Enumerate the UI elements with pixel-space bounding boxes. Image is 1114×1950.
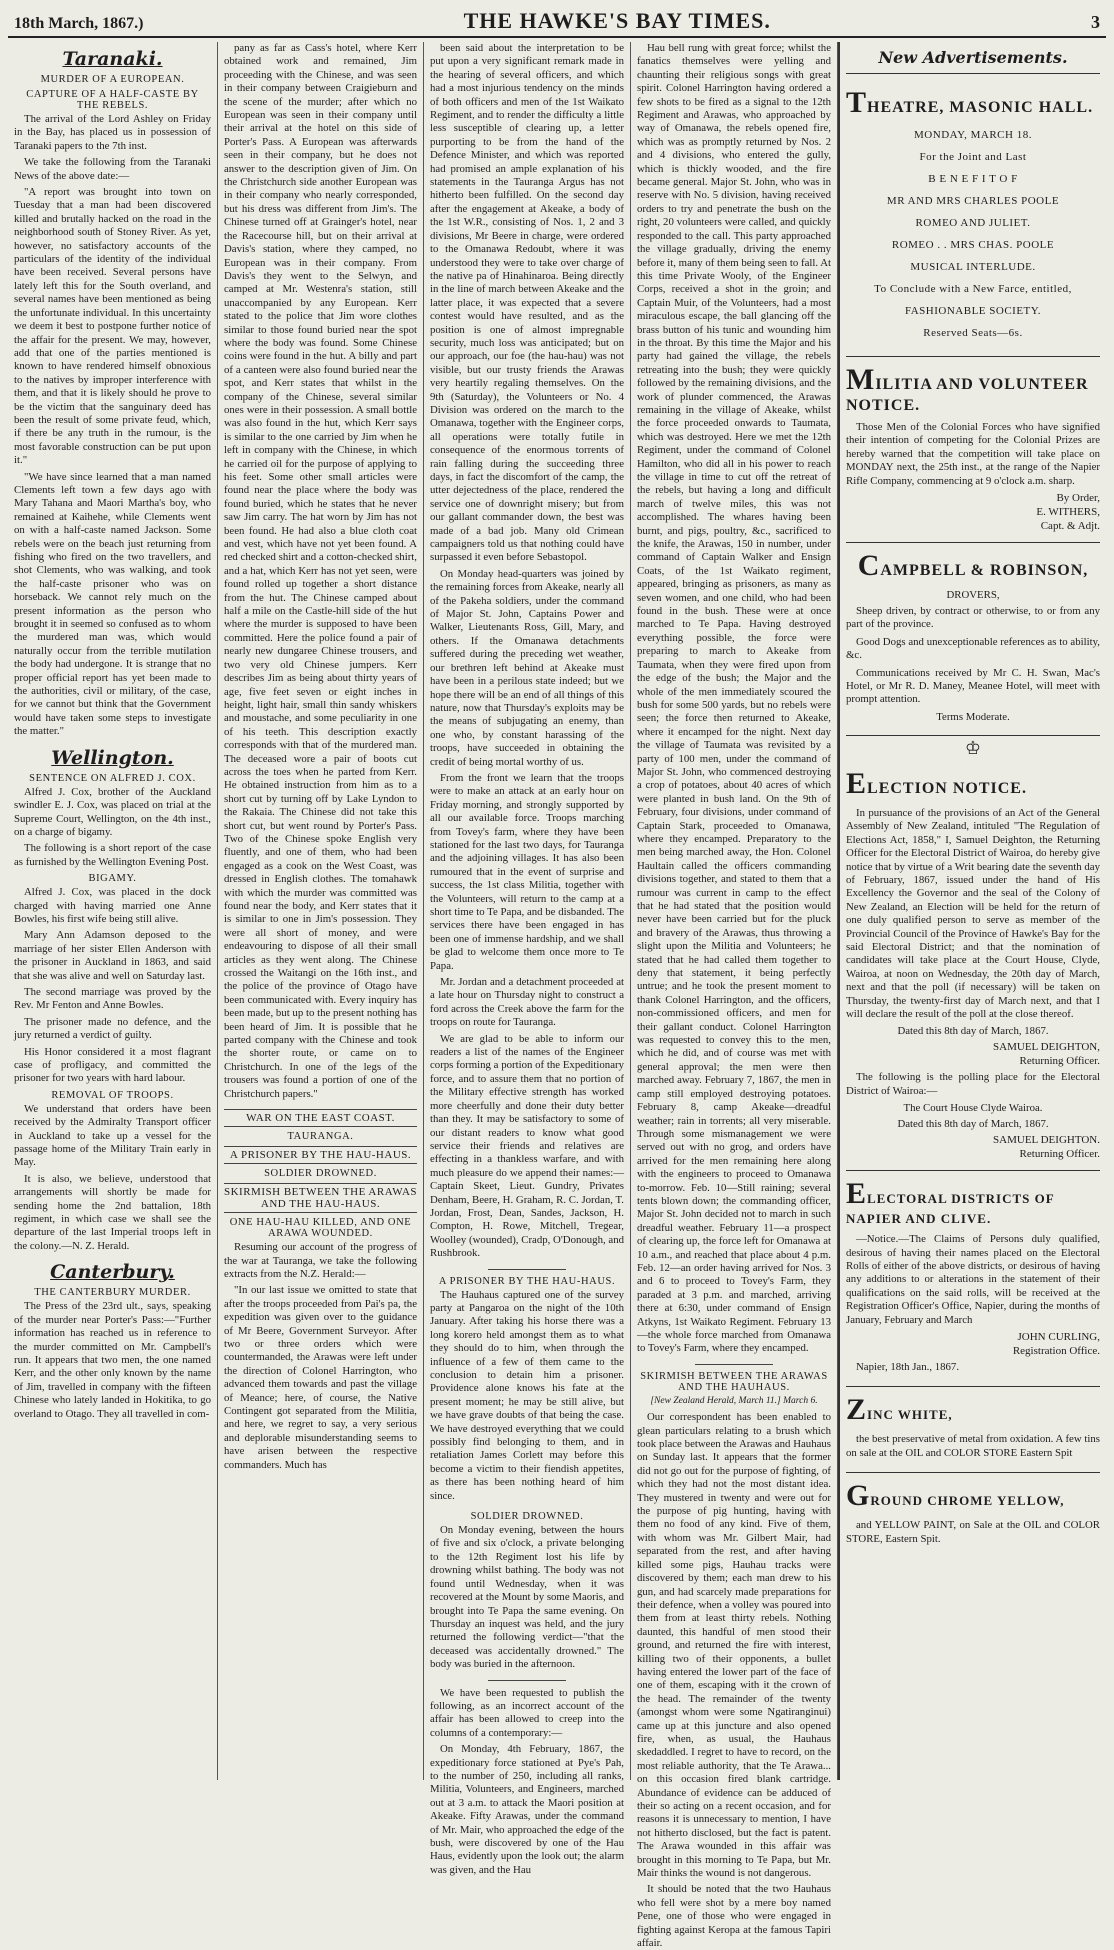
article-paragraph: The Hauhaus captured one of the survey party at Pangaroa on the night of the 10th January. After taking his horse there was a long korero held amongst them as to what they should do to him, when through the influence of a few of them came to the conclusion to detain him a prisoner. Providence alone knows his fate at the present moment; he may be still alive, but we have grave doubts of that being the case. We have destroyed everything that we could possibly find belonging to them, and in retaliation James Corlett may before this become a victim to their fiendish appetites, as there has been nothing heard of him since.: [430, 1288, 624, 1502]
ad-title: THEATRE, MASONIC HALL.: [846, 86, 1094, 119]
issue-date: 18th March, 1867.): [14, 15, 144, 32]
article-war-continued: [430, 42, 624, 1261]
article-soldier-drowned: [430, 1511, 624, 1671]
article-subheading: SOLDIER DROWNED.: [470, 1511, 584, 1523]
ad-zinc-white: [846, 1387, 1100, 1473]
ad-body: —Notice.—The Claims of Persons duly qualified, desirous of having their names placed on the Electoral Rolls of either of the above districts, or desirous of having any additions to or alterations in the statement of their qualifications on the said rolls, will be received at the Registration Officer's Office, Napier, during the months of January, February and March: [846, 1233, 1100, 1326]
divider: [488, 1269, 566, 1270]
ad-chrome-yellow: [846, 1473, 1100, 1558]
article-paragraph: Resuming our account of the progress of the war at Tauranga, we take the following extracts from the N.Z. Herald:—: [224, 1241, 417, 1280]
article-paragraph: been said about the interpretation to be put upon a very significant remark made in the hearing of several officers, and which had a most injurious tendency on the minds of both officers and men of the 1st Waikato Regiment, and to render the difficulty a little less susceptible of clearing up, a letter purporting to be from the hand of the Defence Minister, and which was reported had promised an ample explanation of his statements in the Tauranga Argus has not hitherto been fulfilled. On the second day after the engagement at Akeake, a body of the 1st W.R., consisting of Nos. 1, 2 and 3 divisions, Mr Beere in charge, were ordered to the Omanawa Redoubt, where it was understood they were to take over charge of the native pa of Hinahinaroa. Being directly in the line of march between Akeake and the latter place, it was expected that a severe contest would have resulted, and as the position is one of almost impregnable security, much loss was anticipated; but on our approach, our foe (the hau-hau) was not visible, but our trusty friends the Arawas very heartily regaling themselves. On the 9th (Saturday), the Volunteers or No. 4 Division was ordered on the march to the Omanawa, together with the Engineer corps, all operations were totally futile in consequence of the enormous torrents of rain falling during the succeeding three days, in fact the discomfort of the camp, the utter dejectedness of the place, rendered the service one of downright misery; but from our gallant commander down, the best was made of a bad job. Many old Crimean campaigners told us that nothing could have surpassed it even before Sebastopol.: [430, 42, 624, 564]
ad-dated: Napier, 18th Jan., 1867.: [856, 1361, 960, 1374]
ad-line: B E N E F I T O F: [928, 173, 1018, 185]
masthead: [8, 8, 1106, 38]
article-subheading: SENTENCE ON ALFRED J. COX.: [29, 772, 196, 784]
article-paragraph: We take the following from the Taranaki News of the above date:—: [14, 156, 211, 182]
ad-body: Good Dogs and unexceptionable references as to ability, &c.: [846, 635, 1100, 662]
article-subheading: A PRISONER BY THE HAU-HAUS.: [224, 1146, 417, 1164]
ad-signature: Registration Office.: [1012, 1345, 1100, 1358]
ad-electoral-districts: [846, 1171, 1100, 1387]
ad-signature: E. WITHERS,: [1036, 506, 1100, 519]
article-paragraph: On Monday head-quarters was joined by the remaining forces from Akeake, nearly all of the Pakeha soldiers, under the command of Major St. John, Captains Power and Walker, Lieutenants Ross, Gill, Mary, and others. If the Omanawa detachments suffered during the preceding wet weather, our brethren left behind at Akeake must have been in a perilous state indeed; but we hope there will be an end of all things of this nature, now that Thursday's exploits may be the means of subjugating an enemy, than one who, by constant harassing of the troops, have succeeded in obtaining the credit of being mortal worthy of us.: [430, 567, 624, 768]
section-heading-canterbury: Canterbury.: [50, 1261, 175, 1284]
ad-line: Reserved Seats—6s.: [923, 327, 1023, 339]
article-paragraph: On Monday, 4th February, 1867, the expeditionary force stationed at Pye's Pah, to the number of 250, including all ranks, Militia, Volunteers, and Engineers, marched out at 3 a.m. to attack the Maori position at Akeake. Fifty Arawas, under the command of Mr. Mair, who approached the edge of the bush, were discovered by one of the Hau Haus, evidently upon the look out; the alarm was given, and the Hau: [430, 1743, 624, 1876]
article-skirmish: [637, 1371, 831, 1950]
ad-line: MONDAY, MARCH 18.: [914, 129, 1032, 141]
ad-line: ROMEO AND JULIET.: [915, 217, 1031, 229]
ad-dated: Dated this 8th day of March, 1867.: [897, 1025, 1049, 1038]
article-subheading: A PRISONER BY THE HAU-HAUS.: [438, 1275, 616, 1287]
ad-title: GROUND CHROME YELLOW,: [846, 1479, 1065, 1513]
ad-militia-notice: [846, 357, 1100, 543]
ad-signature: SAMUEL DEIGHTON,: [993, 1041, 1100, 1054]
article-subheading: TAURANGA.: [287, 1131, 354, 1143]
ad-body: Communications received by Mr C. H. Swan, Mac's Hotel, or Mr R. D. Maney, Meanee Hotel, will meet with prompt attention.: [846, 666, 1100, 706]
article-paragraph: "We have since learned that a man named Clements left town a few days ago with Mary Tahana and Maori Martha's boy, who remained at Kaihehe, while Clements went on with a half-caste named Jackson. Some rebels were on the beach just returning from fishing who fired on the two travellers, and shot Clements, who was walking, and took the half-caste prisoner who was on horseback. We cannot rely much on the present information as the person who brought it in seemed so confused as to whom the murdered man was, which would naturally occur from the terrible mutilation the body had undergone. It is strange that no proper official report has yet been made to the authorities, civil or military, of the case, for we cannot but think that the Government would have taken some steps to investigate the matter.": [14, 470, 211, 738]
article-wellington: [14, 747, 211, 1254]
page-number: 3: [1091, 12, 1100, 32]
article-paragraph: The following is a short report of the case as furnished by the Wellington Evening Post.: [14, 842, 211, 868]
article-paragraph: Our correspondent has been enabled to glean particulars relating to a brush which took place between the Arawas and Hauhaus on Sunday last. It appears that the former did not go out for the purpose of fighting, of which they had not the most distant idea. They mustered in twenty and were out for the purpose of pig hunting, having with them no food of any kind. Five of them, with whom was Mr. Gilbert Mair, had separated from the rest, and after having killed some pigs, Hauhau tracks were discovered by them; each man drew to his gun, and had scarcely made preparations for their defence, when a volley was poured into them from at least thirty rebels. Nothing daunted, this handful of men stood their ground, and returned the fire with interest, killing two of their opponents, a bullet having entered the lower part of the face of one of them, escaping with it the crown of the head. The remainder of the twenty (amongst whom were some Ngatiranginui) came up at this juncture and also opened fire, when, as usual, the Hauhaus skedaddled. I regret to have to record, on the most reliable authority, that the Te Arawa... on this occasion fired blank cartridge. Abundance of evidence can be adduced of their so acting on a recent occasion, and for reasons it is unnecessary to mention, I have not hitherto disclosed, but the fact is patent. The Arawa wounded in this affair was brought in this morning to Te Papa, but Mr. Mair thinks the wound is not dangerous.: [637, 1411, 831, 1880]
article-paragraph: "A report was brought into town on Tuesday that a man had been discovered killed and brutally hacked on the road in the neighborhood south of Stoney River. As yet, however, no satisfactory accounts of the particulars of the identity of the individual have been received. Several persons have lately left this for the South overland, and several names have been mentioned as being the unfortunate individual. In this uncertainty we deem it best to postpone further notice of the affair for the present. We may, however, add that one of the parties mentioned is known to have rendered himself obnoxious to the natives by improper interference with them, and that it is likely should he prove to be the victim that the sanguinary deed has been the result of some private feud, which, if there be any truth in the rumour, is the most favorable construction can be put upon it.": [14, 186, 211, 467]
newspaper-title: THE HAWKE'S BAY TIMES.: [463, 8, 771, 33]
article-subheading: SKIRMISH BETWEEN THE ARAWAS AND THE HAU-HAUS.: [224, 1183, 417, 1213]
column-4: [631, 42, 838, 1950]
ad-signature: Returning Officer.: [1019, 1055, 1100, 1068]
advertisements-header: New Advertisements.: [846, 42, 1100, 74]
ad-body: and YELLOW PAINT, on Sale at the OIL and COLOR STORE, Eastern Spit.: [846, 1519, 1100, 1545]
article-subheading: SKIRMISH BETWEEN THE ARAWAS AND THE HAUHAUS.: [640, 1370, 828, 1393]
ad-signature: SAMUEL DEIGHTON.: [993, 1134, 1100, 1147]
article-paragraph: Mary Ann Adamson deposed to the marriage of her sister Ellen Anderson with the prisoner in Auckland in 1863, and said that she was alive and well on Saturday last.: [14, 929, 211, 982]
crown-ornament-icon: ♔: [964, 737, 982, 758]
article-subheading: BIGAMY.: [88, 873, 137, 885]
article-paragraph: The Press of the 23rd ult., says, speaking of the murder near Porter's Pass:—"Further information has reached us in reference to the murder committed on Mr. Campbell's run. It appears that two men, the one named Kerr, and the other only known by the name of Jim, travelled in company with the fifteen Chinese who lately landed in Hokitika, to go overland to Otago. They all travelled in com-: [14, 1300, 211, 1420]
article-prisoner: [430, 1276, 624, 1504]
column-advertisements: [838, 42, 1106, 1780]
ad-body: the best preservative of metal from oxidation. A few tins on sale at the OIL and COLOR STORE Eastern Spit: [846, 1433, 1100, 1459]
ad-signature: JOHN CURLING,: [1017, 1331, 1100, 1344]
ad-title: ELECTORAL DISTRICTS OF NAPIER AND CLIVE.: [846, 1177, 1055, 1227]
article-paragraph: Hau bell rung with great force; whilst the fanatics themselves were yelling and chaunting their religious songs with great spirit. Colonel Harrington having ordered a few shots to be fired as a signal to the 12th Regiment and Arawas, who approached by way of Omanawa, the rebels opened fire, which was as promptly returned by Nos. 2 and 4 divisions, who entered the gully, which is thickly wooded, and the fire became general. Major St. John, who was in reserve with No. 5 division, having received orders to try and penetrate the bush on the right, 20 volunteers were called, and quickly responded to the call. This party approached the village gradually, driving the enemy before it, many of them being seen to fall. At this time Private Wooly, of the Engineer Corps, received a shot in the groin; and Captain Muir, of the Volunteers, had a most miraculous escape, the ball glancing off the brass button of his tunic and wounding him in the throat. By this time the Major and his party had gained the village, the rebels retreating into the bush; they were quickly followed by the remaining divisions, and the work of plunder commenced, the Arawas remaining in the village of Akeake, whilst the force proceeded onwards to Taumata, which was destroyed. Here we met the 12th Regiment, under the command of Colonel Hamilton, who did all in his power to reach the village in time to cut off the retreat of the rebels, but having a long and difficult march of twelve miles, this was not accomplished. The whares having been burnt, and pigs, poultry, &c., sacrificed to the knife, the Arawas, 150 in number, under command of Captain Walker and Ensign Coats, of the 1st Waikato regiment, appeared, bringing as prisoners, as many as seven women, and one child, who had been found in the bush. These were at once marched to Te Papa. Having destroyed everything possible, the force were preparing to march to Akeake from Taumata, when they were fired upon from the edge of the bush; the Major and the whole of the men immediately scoured the bush for some 500 yards, but no rebels were seen; the force then returned to Akeake, where it encamped for the night. Next day the village of Taumata was revisited by a party of 100 men, under the command of Major St. John, who commenced destroying a crop of potatoes, about 40 acres of which were planted in bush land. On the 9th of February, four divisions, under command of Captain Stark, proceeded to Omanawa, where they encamped. Preparatory to the men being marched away, the Hon. Colonel Haultain called the officers commanding divisions together, and stated to them that a rumour was current in camp to the effect that he had stated that the position would never have been carried but for the pluck and bravery of the Arawas, thus throwing a slight upon the Militia and Volunteers; he stated that he had called them together to deny that statement, it being perfectly untrue; and he took the present moment to thank Colonel Harrington, and the officers, non-commissioned officers, and men for their gallant conduct. Colonel Harrington was requested to convey this to the men, which he did, and of course was met with general approval; the men were then marched away. February 7, 1867, the men in camp still employed destroying potatoes. February 8, camp Akeake—dreadful weather; rain in torrents; all very miserable. Through some mismanagement we were served out with no grog, and orders have arrived for the men remaining here along with the engineers to proceed to Omanawa to-morrow. Feb. 10—Still raining; several tents blown down; the commanding officer, Major St. John decided not to march in such dreadful weather. February 11—a prospect of clearing up, the force left for Omanawa at 10 a.m., and reached that place about 4 p.m. Feb. 12—an order having arrived for Nos. 3 and 6 to proceed to Tovey's Farm, they paraded at 3 p.m. and marched, arriving there at 6:30, under command of Ensign Atkyns, 1st Waikato Regiment. February 13—the whole force marched from Omanawa to Tovey's Farm, where they encamped.: [637, 42, 831, 1355]
article-subheading: SOLDIER DROWNED.: [264, 1168, 377, 1180]
divider: [488, 1680, 566, 1681]
ad-line: To Conclude with a New Farce, entitled,: [874, 283, 1072, 295]
article-taranaki: [14, 48, 211, 739]
article-paragraph: We have been requested to publish the following, as an incorrect account of the affair has been allowed to creep into the columns of a contemporary:—: [430, 1686, 624, 1739]
article-paragraph: It should be noted that the two Hauhaus who fell were shot by a mere boy named Pene, one of those who were engaged in fighting against Keropa at the famous Tapiri affair.: [637, 1883, 831, 1950]
article-paragraph: "In our last issue we omitted to state that after the troops proceeded from Pai's pa, the expedition was given over to the guidance of Mr Beere, Government Surveyor. After two or three orders which were countermanded, the Arawas were left under the direction of Colonel Harrington, who advanced them towards and past the village of Meance; here, of course, the Native Contingent got separated from the Militia, and here, we regret to say, a very serious and deplorable misunderstanding seems to have arisen between the respective commanders. Much has: [224, 1284, 417, 1471]
article-paragraph: On Monday evening, between the hours of five and six o'clock, a private belonging to the 12th Regiment lost his life by drowning whilst bathing. The body was not found until Wednesday, when it was recovered at the Mount by some Maoris, and brought into Te Papa the same evening. On Thursday an inquest was held, and the jury returned the following verdict—"that the deceased was accidentally drowned." The body was buried in the afternoon.: [430, 1524, 624, 1671]
article-paragraph: The prisoner made no defence, and the jury returned a verdict of guilty.: [14, 1015, 211, 1042]
article-subheading: CAPTURE OF A HALF-CASTE BY THE REBELS.: [26, 89, 199, 111]
article-paragraph: From the front we learn that the troops were to make an attack at an early hour on Friday morning, and strongly supported by all our available force. Troops marching from Tovey's farm, where they have been stationed for the last two days, for Tauranga and the adjoining villages. It has also been rumoured that in the event of surprise and success, the 1st class Militia, together with the Volunteers, will return to the camp at a short time to Te Papa, and be disbanded. The services there have been engaged in has been one of immense hardship, and we shall be glad to welcome them once more to Te Papa.: [430, 771, 624, 972]
section-heading-war: WAR ON THE EAST COAST.: [224, 1109, 417, 1127]
newspaper-page: [8, 8, 1106, 1950]
article-canterbury-continued: [224, 42, 417, 1101]
article-correction: [430, 1687, 624, 1878]
article-subheading: REMOVAL OF TROOPS.: [51, 1089, 174, 1101]
article-paragraph: Mr. Jordan and a detachment proceeded at a late hour on Thursday night to construct a ford across the Creek above the farm for the troops on route for Tauranga.: [430, 976, 624, 1029]
article-canterbury: [14, 1261, 211, 1421]
article-paragraph: Alfred J. Cox, was placed in the dock charged with having married one Anne Bowles, his first wife being still alive.: [14, 886, 211, 925]
ad-terms: Terms Moderate.: [936, 710, 1010, 723]
column-2: [218, 42, 424, 1780]
ad-title: MILITIA AND VOLUNTEER NOTICE.: [846, 363, 1089, 414]
article-paragraph: pany as far as Cass's hotel, where Kerr obtained work and remained, Jim proceeding with the Chinese, and was seen in their company between Craigieburn and the scene of the murder; after which no European was seen in their company until their arrival at the hotel on this side of Porter's Pass. A European was afterwards seen in their company, but he does not answer to the description given of Jim. On the Christchurch side another European was in their company who nearly corresponded, but his dress was different from Jim's. The Chinese turned off at Grainger's hotel, near the Racecourse hill, but on their arrival at Davis's station, where they camped, no European was in their company. From Davis's they went to the Selwyn, and camped at Mr. Westenra's station, still unaccompanied by any European. Kerr stated to the police that Jim wore clothes similar to those found buried near the spot where the body was found. Some Chinese coins were found in the hut. A billy and part of a canteen were also found buried near the spot, and Kerr states that whilst in the company of the Chinese, several similar ones were in their possession. A small bottle was also found in the hut, which Kerr says is similar to the one carried by Jim when he left in company with the Chinese, in which he carried oil for the purpose of applying to his feet. Some other small articles were found near the place where the body was found buried, which he states that he never saw Jim carry. The hat worn by Jim has not been found. He had also a blue cloth coat and vest, which have not yet been found. A red checked shirt and a cotton-checked shirt, and a hat, which Kerr has not yet seen, were found rolled up together a short distance from the hut. The Chinese camped about half a mile on the Castle-hill side of the hut where the murder is supposed to have been committed. Here the police found a pair of nearly new dungaree Chinese trousers, and two very old Chinese jumpers. Kerr describes Jim as being about thirty years of age, five feet seven or eight inches in height, light hair, small thin sandy whiskers and moustache, and some peculiarity in one of his teeth. This description exactly corresponds with that of the murdered man. The deceased wore a pair of boots cut across the toes when he parted from Kerr. He obtained instruction from him as to a short cut by turning off by Lake Lyndon to the Rakaia. The Chinese did not take this short cut, but went round by Porter's Pass. Two of the Chinese spoke English very fluently, and one of them, who had been engaged as a cook on the West Coast, was dressed in English clothes. The tomahawk with which the murder was committed was found near the body, and Kerr states that it is similar to one in Jim's possession. They were all short of money, and were endeavouring to dispose of all their small articles as they went along. The Chinese crossed the Waitangi on the 16th inst., and the police of the province of Otago have been communicated with. Every inquiry has been made, but up to the present nothing has been heard of Jim. It is possible that he parted company with the Chinese and took the shorter route, or came on to Christchurch. In one of the legs of the trousers was found a portion of one of the Christchurch papers.": [224, 42, 417, 1100]
article-paragraph: His Honor considered it a most flagrant case of profligacy, and committed the prisoner for two years with hard labour.: [14, 1045, 211, 1085]
ad-polling-place: The Court House Clyde Wairoa.: [903, 1102, 1043, 1115]
article-paragraph: The second marriage was proved by the Rev. Mr Fenton and Anne Bowles.: [14, 985, 211, 1012]
ad-signature: By Order,: [1056, 492, 1100, 505]
ad-line: MR AND MRS CHARLES POOLE: [886, 195, 1060, 207]
ad-campbell-robinson: [846, 543, 1100, 736]
ad-body: Those Men of the Colonial Forces who have signified their intention of competing for the Colonial Prizes are hereby warned that the competition will take place on MONDAY next, the 25th inst., at the range of the Napier Rifle Company, commencing at 9 o'clock a.m. sharp.: [846, 421, 1100, 487]
ad-body: Sheep driven, by contract or otherwise, to or from any part of the province.: [846, 605, 1100, 631]
ad-line: For the Joint and Last: [919, 151, 1027, 163]
article-correction-continued: [637, 42, 831, 1356]
article-subheading: THE CANTERBURY MURDER.: [34, 1287, 191, 1299]
ad-body: The following is the polling place for the Electoral District of Wairoa:—: [846, 1071, 1100, 1097]
article-paragraph: We understand that orders have been received by the Admiralty Transport officer in Auckland to take up a vessel for the passage home of the Military Train early in May.: [14, 1102, 211, 1169]
divider: [695, 1364, 773, 1365]
ad-theatre: [846, 80, 1100, 357]
ad-body: In pursuance of the provisions of an Act of the General Assembly of New Zealand, intituled "The Regulation of Elections Act, 1858," I, Samuel Deighton, the Returning Officer for the Electoral District of Wairoa, do hereby give notice that by virtue of a Writ bearing date the seventh day of February, 1867, issued under the hand of His Excellency the Governor and the seal of the Colony of New Zealand, an Election will be held for the return of one duly qualified person to serve as member of the Provincial Council of the Province of Hawke's Bay for the said Electoral District; and that the nomination of candidates will take place at the Court House, Clyde, Wairoa, at noon on Wednesday, the 20th day of March, next and that the poll (if necessary) will be taken on Thursday, the twenty-first day of March next, and that I will declare the result of the poll at the close thereof.: [846, 806, 1100, 1020]
ad-election-notice: [846, 761, 1100, 1171]
column-1: [8, 42, 218, 1780]
ad-line: ROMEO . . MRS CHAS. POOLE: [891, 239, 1055, 251]
article-paragraph: Alfred J. Cox, brother of the Auckland swindler E. J. Cox, was placed on trial at the Supreme Court, Wellington, on the 4th inst., on a charge of bigamy.: [14, 785, 211, 838]
column-3: [424, 42, 631, 1876]
article-paragraph: It is also, we believe, understood that arrangements will shortly be made for sending home the 2nd battalion, 18th regiment, in which case we shall see the departure of the last Imperial troops left in the colony.—N. Z. Herald.: [14, 1172, 211, 1252]
ad-signature: Capt. & Adjt.: [1040, 520, 1100, 533]
ad-title: ZINC WHITE,: [846, 1393, 953, 1427]
ad-line: MUSICAL INTERLUDE.: [910, 261, 1036, 273]
columns: [8, 42, 1106, 1950]
article-subheading: MURDER OF A EUROPEAN.: [40, 74, 185, 85]
article-dateline: [New Zealand Herald, March 11.] March 6.: [650, 1395, 818, 1406]
ad-line: FASHIONABLE SOCIETY.: [904, 305, 1042, 317]
ad-dated: Dated this 8th day of March, 1867.: [897, 1118, 1049, 1131]
ad-title: ELECTION NOTICE.: [846, 766, 1027, 800]
article-subheading: ONE HAU-HAU KILLED, AND ONE ARAWA WOUNDED.: [229, 1217, 412, 1240]
article-paragraph: We are glad to be able to inform our readers a list of the names of the Engineer corps forming a portion of the Expeditionary force, and to assure them that no portion of the Military effective strength has worked more cheerfully and done their duty better than they. It may be satisfactory to some of our distant readers to know what good service their friends and relatives are effecting in a thankless warfare, and with much pleasure do we append their names:—Captain Skeet, Lieut. Gundry, Privates Denham, Beere, H. Graham, R. C. Jordan, T. Jordan, Frost, Dean, Sandes, Jackson, H. Compton, H. Rowe, Mitchell, Tregear, Woolley (wounded), Cradp, O'Donough, and Rushbrook.: [430, 1032, 624, 1260]
article-war-east-coast: [224, 1109, 417, 1472]
article-paragraph: The arrival of the Lord Ashley on Friday in the Bay, has placed us in possession of Taranaki papers to the 7th inst.: [14, 113, 211, 152]
section-heading-taranaki: Taranaki.: [62, 48, 163, 70]
ad-title: CAMPBELL & ROBINSON,: [857, 549, 1089, 583]
section-heading-wellington: Wellington.: [51, 746, 174, 769]
ad-subtitle: DROVERS,: [946, 589, 1000, 602]
ad-signature: Returning Officer.: [1019, 1148, 1100, 1161]
